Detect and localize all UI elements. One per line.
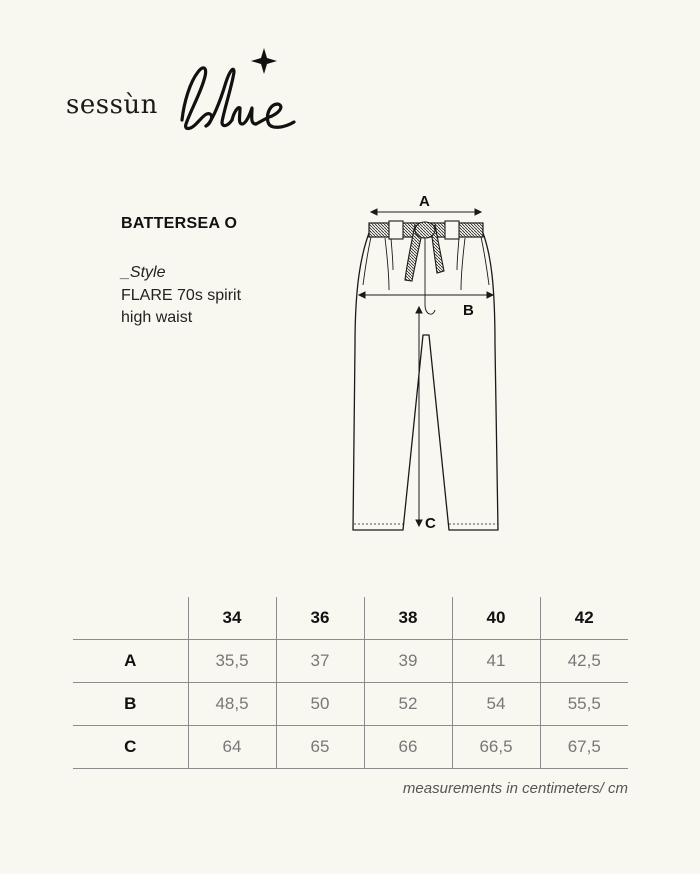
table-cell: 66 <box>364 726 452 769</box>
table-cell: 48,5 <box>188 683 276 726</box>
measure-row-label: C <box>73 726 188 769</box>
trousers-technical-drawing <box>345 185 515 540</box>
measure-label-c: C <box>425 515 436 532</box>
brand-script-logo <box>176 42 306 137</box>
table-cell: 39 <box>364 640 452 683</box>
table-row <box>73 683 628 726</box>
table-cell: 67,5 <box>540 726 628 769</box>
table-cell: 55,5 <box>540 683 628 726</box>
size-header: 36 <box>276 597 364 640</box>
table-cell: 50 <box>276 683 364 726</box>
measure-row-label: B <box>73 683 188 726</box>
sparkle-icon <box>251 48 277 74</box>
table-cell: 52 <box>364 683 452 726</box>
brand-wordmark: sessùn <box>66 90 158 120</box>
table-cell: 65 <box>276 726 364 769</box>
size-header: 40 <box>452 597 540 640</box>
table-header-row <box>73 597 628 640</box>
table-corner-cell <box>73 597 188 640</box>
table-cell: 42,5 <box>540 640 628 683</box>
product-name: BATTERSEA O <box>121 215 238 232</box>
style-description <box>121 262 241 330</box>
style-line: high waist <box>121 309 193 326</box>
measurement-unit-note: measurements in centimeters/ cm <box>402 780 628 797</box>
size-chart-table <box>73 597 628 769</box>
brand-logo <box>66 40 306 140</box>
size-header: 42 <box>540 597 628 640</box>
style-line: FLARE 70s spirit <box>121 286 242 304</box>
table-cell: 54 <box>452 683 540 726</box>
size-header: 34 <box>188 597 276 640</box>
measure-label-b: B <box>463 302 474 319</box>
table-cell: 64 <box>188 726 276 769</box>
size-header: 38 <box>364 597 452 640</box>
table-row <box>73 726 628 769</box>
table-cell: 41 <box>452 640 540 683</box>
table-cell: 66,5 <box>452 726 540 769</box>
style-label: _Style <box>121 264 166 281</box>
measure-label-a: A <box>419 193 430 210</box>
measure-row-label: A <box>73 640 188 683</box>
table-row <box>73 640 628 683</box>
table-cell: 35,5 <box>188 640 276 683</box>
table-cell: 37 <box>276 640 364 683</box>
